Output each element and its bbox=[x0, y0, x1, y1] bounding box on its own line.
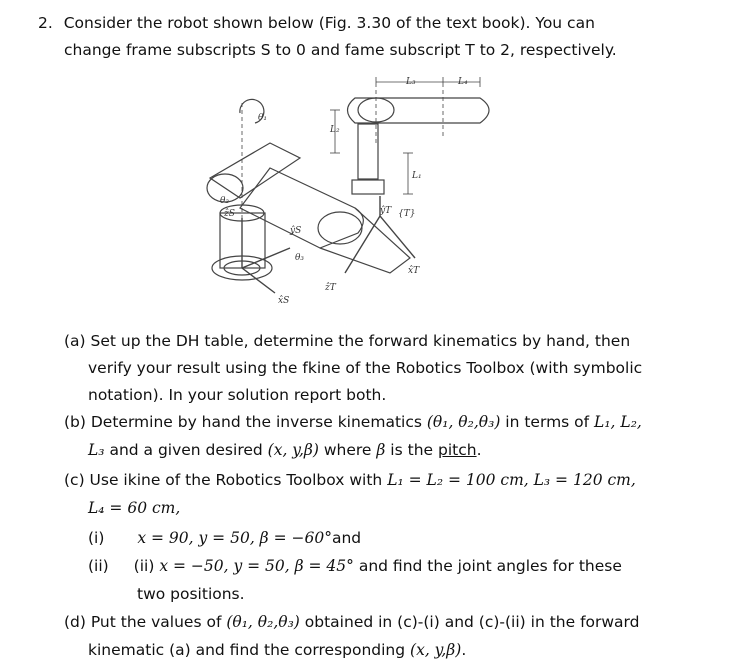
part-c-ii-label: (ii) bbox=[88, 557, 109, 575]
part-a-line1: (a) Set up the DH table, determine the forward kinematics by hand, then bbox=[64, 332, 631, 350]
part-d-line1 bbox=[64, 612, 640, 632]
part-c-ii-values: x = −50, y = 50, β = 45° bbox=[159, 557, 354, 575]
part-b-text1: (b) Determine by hand the inverse kinematics bbox=[64, 413, 427, 431]
part-d-text2: obtained in (c)-(i) and (c)-(ii) in the forward bbox=[299, 613, 640, 631]
part-b-text5: is the bbox=[385, 441, 438, 459]
intro-text-1: Consider the robot shown below (Fig. 3.30 of the text book). You can bbox=[63, 14, 595, 32]
problem-number: 2. bbox=[38, 14, 53, 32]
part-d-end: . bbox=[461, 641, 467, 659]
part-c-lengths: L₁ = L₂ = 100 cm, L₃ = 120 cm, bbox=[387, 471, 636, 489]
fig-label-L3: L₃ bbox=[406, 77, 416, 87]
part-d-theta-tuple: (θ₁, θ₂,θ₃) bbox=[226, 613, 300, 631]
part-c-line2 bbox=[88, 498, 180, 518]
part-b-lengths: L₁, L₂, bbox=[594, 413, 642, 431]
part-c-ii-line2: two positions. bbox=[137, 585, 245, 603]
fig-label-zS: ẑS bbox=[224, 209, 235, 219]
fig-label-xS: x̂S bbox=[278, 296, 290, 306]
part-b-pitch: pitch bbox=[437, 441, 477, 459]
robot-figure bbox=[180, 68, 540, 318]
part-c-i-label: (i) bbox=[88, 529, 105, 547]
fig-label-yS: ŷS bbox=[290, 226, 302, 236]
fig-label-theta1: θ₁ bbox=[258, 113, 268, 123]
part-c-item-i bbox=[88, 528, 361, 548]
part-c-text1: (c) Use ikine of the Robotics Toolbox with bbox=[64, 471, 388, 489]
part-a-line3: notation). In your solution report both. bbox=[88, 386, 387, 404]
part-c-line1 bbox=[64, 470, 636, 490]
part-b-L3: L₃ bbox=[88, 441, 105, 459]
fig-label-xT: x̂T bbox=[408, 266, 420, 276]
part-c-item-ii bbox=[88, 556, 622, 576]
fig-label-yT: ŷT bbox=[380, 206, 392, 216]
fig-label-theta3: θ₃ bbox=[295, 253, 305, 263]
part-d-line2 bbox=[88, 640, 466, 660]
part-a-line2: verify your result using the fkine of the Robotics Toolbox (with symbolic bbox=[88, 359, 643, 377]
part-b-text3: and a given desired bbox=[104, 441, 268, 459]
part-c-ii-sublabel: (ii) bbox=[133, 557, 155, 575]
part-b-theta-tuple: (θ₁, θ₂,θ₃) bbox=[426, 413, 501, 431]
part-b-text4: where bbox=[318, 441, 377, 459]
part-b-line1 bbox=[64, 412, 642, 432]
fig-label-theta2: θ₂ bbox=[220, 196, 230, 206]
part-d-text1: (d) Put the values of bbox=[64, 613, 227, 631]
part-b-pose: (x, y,β) bbox=[267, 441, 319, 459]
problem-intro-line1 bbox=[38, 13, 595, 33]
intro-text-2: change frame subscripts S to 0 and fame subscript T to 2, respectively. bbox=[64, 41, 617, 59]
part-b-line2 bbox=[88, 440, 482, 460]
fig-label-T: {T} bbox=[398, 209, 416, 219]
fig-label-L2: L₂ bbox=[330, 125, 340, 135]
part-c-L4: L₄ = 60 cm, bbox=[88, 499, 181, 517]
fig-label-zT: ẑT bbox=[325, 283, 336, 293]
part-d-text3: kinematic (a) and find the corresponding bbox=[88, 641, 411, 659]
part-d-pose: (x, y,β) bbox=[410, 641, 462, 659]
part-c-ii-text: and find the joint angles for these bbox=[353, 557, 622, 575]
part-b-text2: in terms of bbox=[500, 413, 595, 431]
part-b-end: . bbox=[476, 441, 482, 459]
fig-label-L1: L₁ bbox=[412, 171, 422, 181]
part-c-i-values: x = 90, y = 50, β = −60° bbox=[137, 529, 332, 547]
part-b-beta: β bbox=[376, 441, 386, 459]
part-c-i-and: and bbox=[331, 529, 362, 547]
fig-label-L4: L₄ bbox=[458, 77, 468, 87]
